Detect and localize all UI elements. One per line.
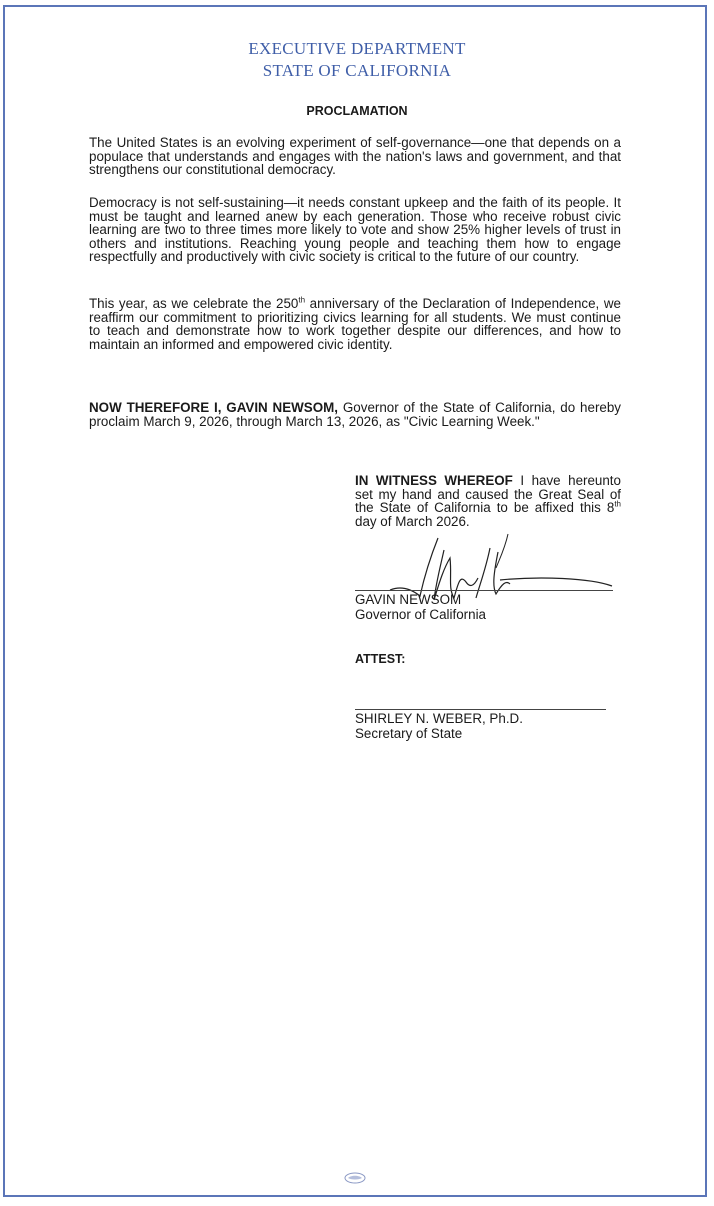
attest-label: ATTEST:	[355, 652, 406, 666]
proclamation-lead: NOW THEREFORE I, GAVIN NEWSOM,	[89, 400, 339, 415]
governor-name: GAVIN NEWSOM	[355, 592, 462, 607]
proclamation-title: PROCLAMATION	[306, 104, 408, 118]
governor-title: Governor of California	[355, 607, 486, 622]
department-header	[0, 38, 714, 82]
ordinal-suffix: th	[298, 295, 306, 305]
header-line-2: STATE OF CALIFORNIA	[262, 61, 452, 80]
witness-ordinal-suffix: th	[614, 499, 621, 509]
secretary-block	[355, 711, 523, 741]
header-line-1: EXECUTIVE DEPARTMENT	[248, 39, 466, 58]
governor-block	[355, 592, 486, 622]
secretary-title: Secretary of State	[355, 726, 463, 741]
paragraph-3-end: anniversary of the Declaration of Independence, we reaffirm our commitment to prioritizing civics learning for all students. We must continue to teach and demonstrate how to work together despite our differences, and how to maintain an informed and empowered civic identity.	[89, 296, 621, 352]
attest-signature-line	[355, 709, 606, 710]
paragraph-1: The United States is an evolving experiment of self-governance—one that depends on a populace that understands and engages with the nation's laws and government, and that strengthens our constitutional democracy.	[89, 135, 621, 178]
secretary-name: SHIRLEY N. WEBER, Ph.D.	[355, 711, 523, 726]
witness-body: I have hereunto set my hand and caused the Great Seal of the State of California to be affixed this 8	[355, 473, 621, 516]
witness-date: day of March 2026.	[355, 513, 470, 529]
paragraph-3	[89, 297, 621, 351]
governor-signature-line	[355, 590, 613, 591]
paragraph-2: Democracy is not self-sustaining—it needs constant upkeep and the faith of its people. It must be taught and learned anew by each generation. Those who receive robust civic learning are two to three times more likely to vote and show 25% higher levels of trust in others and institutions. Reaching young people and teaching them how to engage respectfully and productively with civic society is critical to the future of our country.	[89, 195, 621, 265]
witness-clause	[355, 474, 621, 528]
proclamation-statement	[89, 401, 621, 428]
proclamation-body: Governor of the State of California, do hereby proclaim March 9, 2026, through March 13, 2026, as "Civic Learning Week."	[89, 400, 621, 429]
paragraph-3-start: This year, as we celebrate the 250	[89, 296, 299, 311]
witness-lead: IN WITNESS WHEREOF	[355, 473, 513, 488]
bear-emblem-icon	[344, 1172, 366, 1184]
